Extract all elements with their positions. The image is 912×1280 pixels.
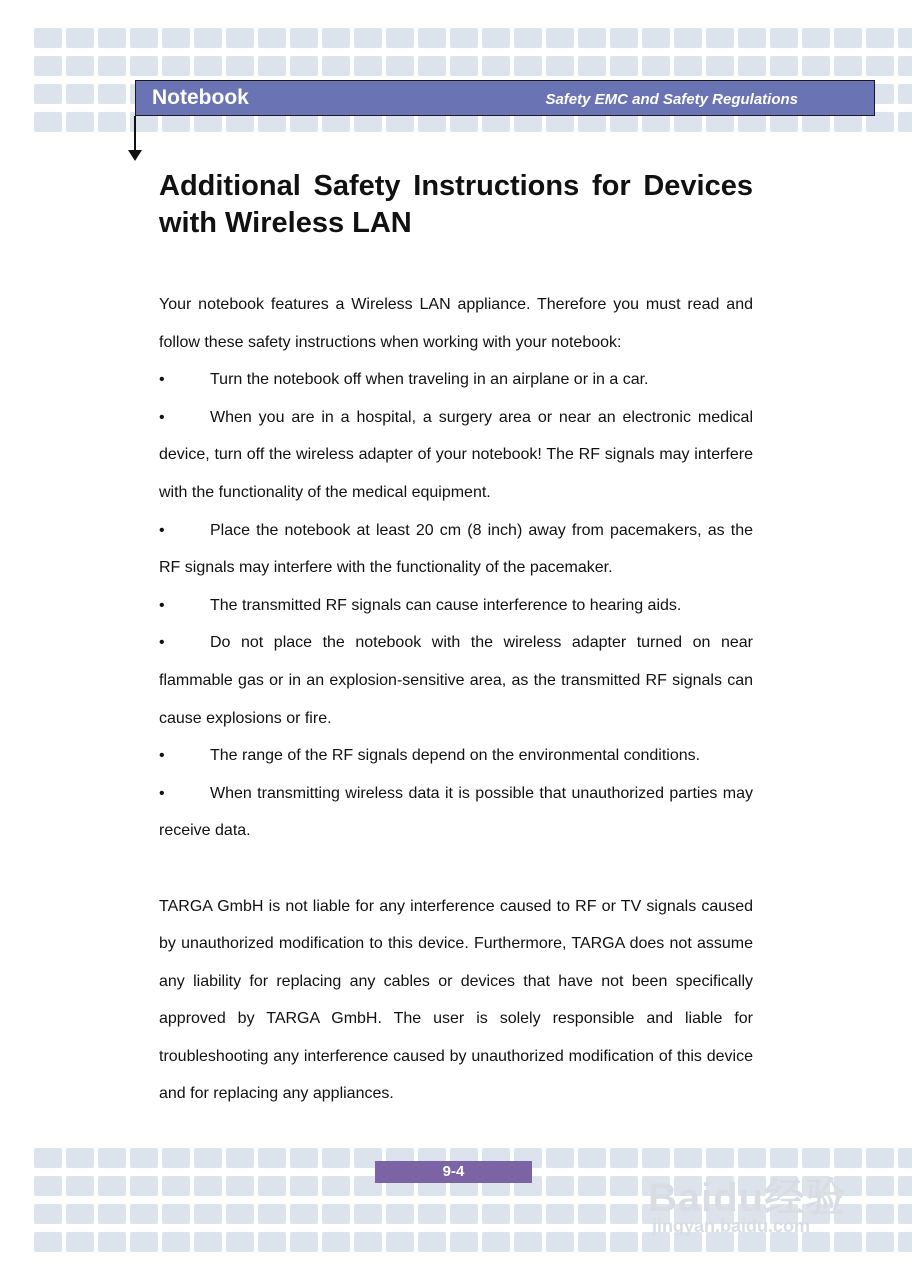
decorative-tile: [258, 56, 286, 76]
decorative-tile: [226, 1232, 254, 1252]
decorative-tile: [514, 1232, 542, 1252]
decorative-tile: [34, 112, 62, 132]
decorative-tile: [898, 1148, 912, 1168]
down-arrow-icon: [128, 150, 142, 161]
decorative-tile: [418, 28, 446, 48]
bullet-text: Do not place the notebook with the wireless adapter turned on near flammable gas or in an explosion-sensitive area, as the transmitted RF signals can cause explosions or fire.: [159, 634, 753, 727]
decorative-tile: [194, 1148, 222, 1168]
decorative-tile: [258, 1148, 286, 1168]
decorative-tile: [66, 1176, 94, 1196]
decorative-tile: [738, 1176, 766, 1196]
decorative-tile: [898, 1232, 912, 1252]
decorative-tile: [34, 84, 62, 104]
decorative-tile: [866, 1176, 894, 1196]
decorative-tile: [578, 1232, 606, 1252]
decorative-tile: [66, 1232, 94, 1252]
bullet-icon: •: [159, 371, 165, 389]
decorative-tile: [98, 56, 126, 76]
decorative-tile: [290, 28, 318, 48]
decorative-tile: [290, 56, 318, 76]
decorative-tile: [898, 28, 912, 48]
bullet-icon: •: [159, 521, 165, 539]
decorative-tile: [450, 56, 478, 76]
decorative-tile: [546, 1204, 574, 1224]
decorative-tile: [354, 1204, 382, 1224]
decorative-tile: [642, 1204, 670, 1224]
bullet-item: [159, 775, 753, 850]
decorative-tile: [738, 1232, 766, 1252]
decorative-tile: [514, 1204, 542, 1224]
decorative-tile: [834, 1204, 862, 1224]
decorative-tile: [642, 1176, 670, 1196]
decorative-tile: [642, 1148, 670, 1168]
decorative-tile: [322, 1204, 350, 1224]
decorative-tile: [482, 1204, 510, 1224]
bullet-item: [159, 361, 753, 399]
watermark-logo: Baidu经验: [648, 1176, 847, 1220]
decorative-tile: [322, 28, 350, 48]
decorative-tile: [866, 56, 894, 76]
decorative-tile: [258, 1176, 286, 1196]
decorative-tile: [674, 56, 702, 76]
decorative-tile: [834, 1232, 862, 1252]
decorative-tile: [386, 28, 414, 48]
bullet-icon: •: [159, 784, 165, 802]
body-text: [159, 286, 753, 1113]
decorative-tile: [162, 1176, 190, 1196]
decorative-tile: [130, 1148, 158, 1168]
header-section-title: Safety EMC and Safety Regulations: [545, 91, 798, 108]
decorative-tile: [706, 1148, 734, 1168]
bullet-text: When you are in a hospital, a surgery area or near an electronic medical device, turn off the wireless adapter of your notebook! The RF signals may interfere with the functionality of the medical equipment.: [159, 408, 753, 501]
decorative-tile: [66, 56, 94, 76]
decorative-tile: [130, 1176, 158, 1196]
decorative-tile: [770, 28, 798, 48]
decorative-tile: [226, 56, 254, 76]
decorative-tile: [34, 1204, 62, 1224]
decorative-tile: [66, 84, 94, 104]
decorative-tile: [866, 1148, 894, 1168]
decorative-tile: [706, 1176, 734, 1196]
paragraph-spacer: [159, 850, 753, 888]
page-number-badge: 9-4: [375, 1161, 532, 1183]
decorative-tile: [98, 28, 126, 48]
page-content: [159, 168, 753, 1113]
bullet-item: [159, 399, 753, 512]
decorative-tile: [322, 1176, 350, 1196]
bullet-item: [159, 624, 753, 737]
decorative-tile: [450, 1204, 478, 1224]
decorative-tile: [546, 1232, 574, 1252]
decorative-tile: [162, 1232, 190, 1252]
decorative-tile: [834, 28, 862, 48]
decorative-tile: [514, 28, 542, 48]
decorative-tile: [866, 1204, 894, 1224]
decorative-tile: [34, 1232, 62, 1252]
decorative-tile: [98, 112, 126, 132]
decorative-tile: [162, 1148, 190, 1168]
decorative-tile: [418, 56, 446, 76]
decorative-tile: [98, 1176, 126, 1196]
decorative-tile: [34, 1176, 62, 1196]
decorative-tile: [738, 1204, 766, 1224]
decorative-tile: [674, 28, 702, 48]
decorative-tile: [898, 84, 912, 104]
bullet-text: Place the notebook at least 20 cm (8 inch) away from pacemakers, as the RF signals may interfere with the functionality of the pacemaker.: [159, 521, 753, 577]
bullet-icon: •: [159, 634, 165, 652]
decorative-tile: [322, 1232, 350, 1252]
decorative-tile: [66, 1148, 94, 1168]
decorative-tile: [258, 1204, 286, 1224]
decorative-tile: [546, 1148, 574, 1168]
decorative-tile: [706, 1204, 734, 1224]
decorative-tile: [610, 28, 638, 48]
decorative-tile: [130, 1232, 158, 1252]
decorative-tile: [642, 1232, 670, 1252]
decorative-tile: [802, 1232, 830, 1252]
decorative-tile: [226, 1204, 254, 1224]
bullet-item: [159, 737, 753, 775]
decorative-tile: [866, 28, 894, 48]
decorative-tile: [898, 1176, 912, 1196]
decorative-tile: [34, 28, 62, 48]
decorative-tile: [546, 56, 574, 76]
decorative-tile: [770, 1176, 798, 1196]
header-arrow-line: [134, 116, 136, 152]
decorative-tile: [802, 1176, 830, 1196]
decorative-tile: [610, 1204, 638, 1224]
decorative-tile: [866, 1232, 894, 1252]
decorative-tile: [898, 1204, 912, 1224]
decorative-tile: [770, 1204, 798, 1224]
decorative-tile: [34, 56, 62, 76]
decorative-tile: [482, 28, 510, 48]
decorative-tile: [226, 28, 254, 48]
decorative-tile: [66, 28, 94, 48]
decorative-tile: [66, 1204, 94, 1224]
bullet-icon: •: [159, 747, 165, 765]
decorative-tile: [354, 1232, 382, 1252]
decorative-tile: [546, 28, 574, 48]
decorative-tile: [834, 1148, 862, 1168]
decorative-tile: [194, 1204, 222, 1224]
decorative-tile: [674, 1232, 702, 1252]
decorative-tile: [322, 56, 350, 76]
decorative-tile: [130, 1204, 158, 1224]
decorative-tile: [834, 56, 862, 76]
decorative-tile: [194, 1232, 222, 1252]
decorative-tile: [898, 56, 912, 76]
decorative-tile: [706, 28, 734, 48]
bullet-text: Turn the notebook off when traveling in an airplane or in a car.: [210, 371, 649, 389]
decorative-tile: [354, 56, 382, 76]
decorative-tile: [706, 56, 734, 76]
decorative-tile: [674, 1176, 702, 1196]
decorative-tile: [610, 1148, 638, 1168]
header-bar: [135, 80, 875, 116]
decorative-tile: [386, 1232, 414, 1252]
decorative-tile: [610, 56, 638, 76]
decorative-tile: [610, 1176, 638, 1196]
bullet-item: [159, 587, 753, 625]
decorative-tile: [258, 28, 286, 48]
decorative-tile: [642, 28, 670, 48]
decorative-tile: [418, 1232, 446, 1252]
decorative-tile: [770, 1148, 798, 1168]
decorative-tile: [290, 1148, 318, 1168]
decorative-tile: [450, 28, 478, 48]
bullet-text: The range of the RF signals depend on the environmental conditions.: [210, 747, 701, 765]
decorative-tile: [162, 56, 190, 76]
decorative-tile: [418, 1204, 446, 1224]
decorative-tile: [66, 112, 94, 132]
decorative-tile: [226, 1176, 254, 1196]
decorative-tile: [802, 1204, 830, 1224]
decorative-tile: [226, 1148, 254, 1168]
decorative-tile: [578, 1204, 606, 1224]
decorative-tile: [450, 1232, 478, 1252]
decorative-tile: [290, 1204, 318, 1224]
decorative-tile: [130, 28, 158, 48]
decorative-tile: [98, 1232, 126, 1252]
decorative-tile: [514, 56, 542, 76]
decorative-tile: [834, 1176, 862, 1196]
decorative-tile: [802, 28, 830, 48]
bullet-icon: •: [159, 596, 165, 614]
decorative-tile: [290, 1232, 318, 1252]
decorative-tile: [386, 1204, 414, 1224]
page-heading: Additional Safety Instructions for Devices with Wireless LAN: [159, 170, 753, 239]
decorative-tile: [98, 1148, 126, 1168]
decorative-tile: [738, 1148, 766, 1168]
decorative-tile: [674, 1148, 702, 1168]
decorative-tile: [546, 1176, 574, 1196]
decorative-tile: [194, 1176, 222, 1196]
decorative-tile: [770, 1232, 798, 1252]
decorative-tile: [162, 1204, 190, 1224]
decorative-tile: [674, 1204, 702, 1224]
decorative-tile: [322, 1148, 350, 1168]
bullet-text: The transmitted RF signals can cause interference to hearing aids.: [210, 596, 682, 614]
decorative-tile: [802, 1148, 830, 1168]
decorative-tile: [194, 28, 222, 48]
decorative-tile: [290, 1176, 318, 1196]
header-title: Notebook: [152, 86, 249, 109]
decorative-tile: [738, 56, 766, 76]
decorative-tile: [162, 28, 190, 48]
decorative-tile: [482, 1232, 510, 1252]
decorative-tile: [354, 28, 382, 48]
intro-paragraph: Your notebook features a Wireless LAN appliance. Therefore you must read and follow these safety instructions when working with your notebook:: [159, 296, 753, 351]
decorative-tile: [130, 56, 158, 76]
decorative-tile: [194, 56, 222, 76]
decorative-tile: [578, 1148, 606, 1168]
bullet-item: [159, 512, 753, 587]
bullet-text: When transmitting wireless data it is possible that unauthorized parties may receive data.: [159, 784, 753, 840]
decorative-tile: [898, 112, 912, 132]
bullet-icon: •: [159, 408, 165, 426]
decorative-tile: [738, 28, 766, 48]
decorative-tile: [706, 1232, 734, 1252]
decorative-tile: [258, 1232, 286, 1252]
decorative-tile: [386, 56, 414, 76]
watermark-url: jingyan.baidu.com: [652, 1216, 811, 1236]
decorative-tile: [610, 1232, 638, 1252]
decorative-tile: [802, 56, 830, 76]
decorative-tile: [642, 56, 670, 76]
disclaimer-paragraph: TARGA GmbH is not liable for any interference caused to RF or TV signals caused by unauthorized modification to this device. Furthermore, TARGA does not assume any liability for replacing any cables or devices that have not been specifically approved by TARGA GmbH. The user is solely responsible and liable for troubleshooting any interference caused by unauthorized modification of this device and for replacing any appliances.: [159, 897, 753, 1103]
decorative-tile: [98, 84, 126, 104]
decorative-tile: [98, 1204, 126, 1224]
decorative-tile: [578, 1176, 606, 1196]
decorative-tile: [34, 1148, 62, 1168]
decorative-tile: [578, 28, 606, 48]
decorative-tile: [770, 56, 798, 76]
decorative-tile: [482, 56, 510, 76]
decorative-tile: [578, 56, 606, 76]
